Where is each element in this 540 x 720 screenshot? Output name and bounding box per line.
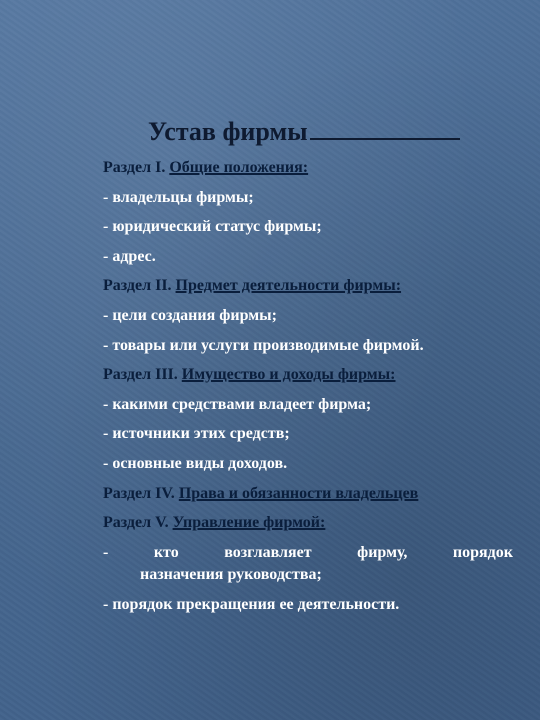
word: возглавляет: [224, 543, 312, 561]
section-name: Управление фирмой:: [172, 514, 326, 532]
section-number: Раздел III.: [103, 366, 178, 384]
list-item: - источники этих средств;: [103, 425, 290, 443]
list-dash: -: [103, 543, 109, 561]
section-name: Предмет деятельности фирмы:: [175, 277, 402, 295]
charter-outline: [103, 153, 513, 620]
word: кто: [153, 543, 179, 561]
section-number: Раздел II.: [103, 277, 172, 295]
title-text: Устав фирмы: [148, 117, 308, 146]
section-number: Раздел V.: [103, 514, 169, 532]
section-name: Права и обязанности владельцев: [178, 484, 419, 502]
page-title: [148, 117, 508, 147]
list-item: - товары или услуги производимые фирмой.: [103, 336, 424, 354]
list-item: - адрес.: [103, 247, 156, 265]
section-name: Общие положения:: [169, 159, 309, 176]
title-blank-line: [310, 118, 460, 140]
list-item-continuation: назначения руководства;: [140, 566, 322, 584]
list-item: - цели создания фирмы;: [103, 306, 277, 324]
section-heading-4: [103, 479, 513, 509]
section-name: Имущество и доходы фирмы:: [181, 366, 396, 384]
section-heading-2: [103, 271, 513, 301]
word: фирму,: [357, 543, 408, 561]
list-item: - порядок прекращения ее деятельности.: [103, 596, 400, 614]
list-item: - владельцы фирмы;: [103, 188, 254, 206]
section-heading-1: [103, 153, 513, 183]
section-heading-3: [103, 360, 513, 390]
list-item: - основные виды доходов.: [103, 454, 288, 472]
section-heading-5: [103, 508, 513, 538]
section-number: Раздел IV.: [103, 484, 175, 502]
list-item: - юридический статус фирмы;: [103, 218, 322, 236]
word: порядок: [452, 543, 513, 561]
section-number: Раздел I.: [103, 159, 166, 176]
list-item: - какими средствами владеет фирма;: [103, 395, 372, 413]
